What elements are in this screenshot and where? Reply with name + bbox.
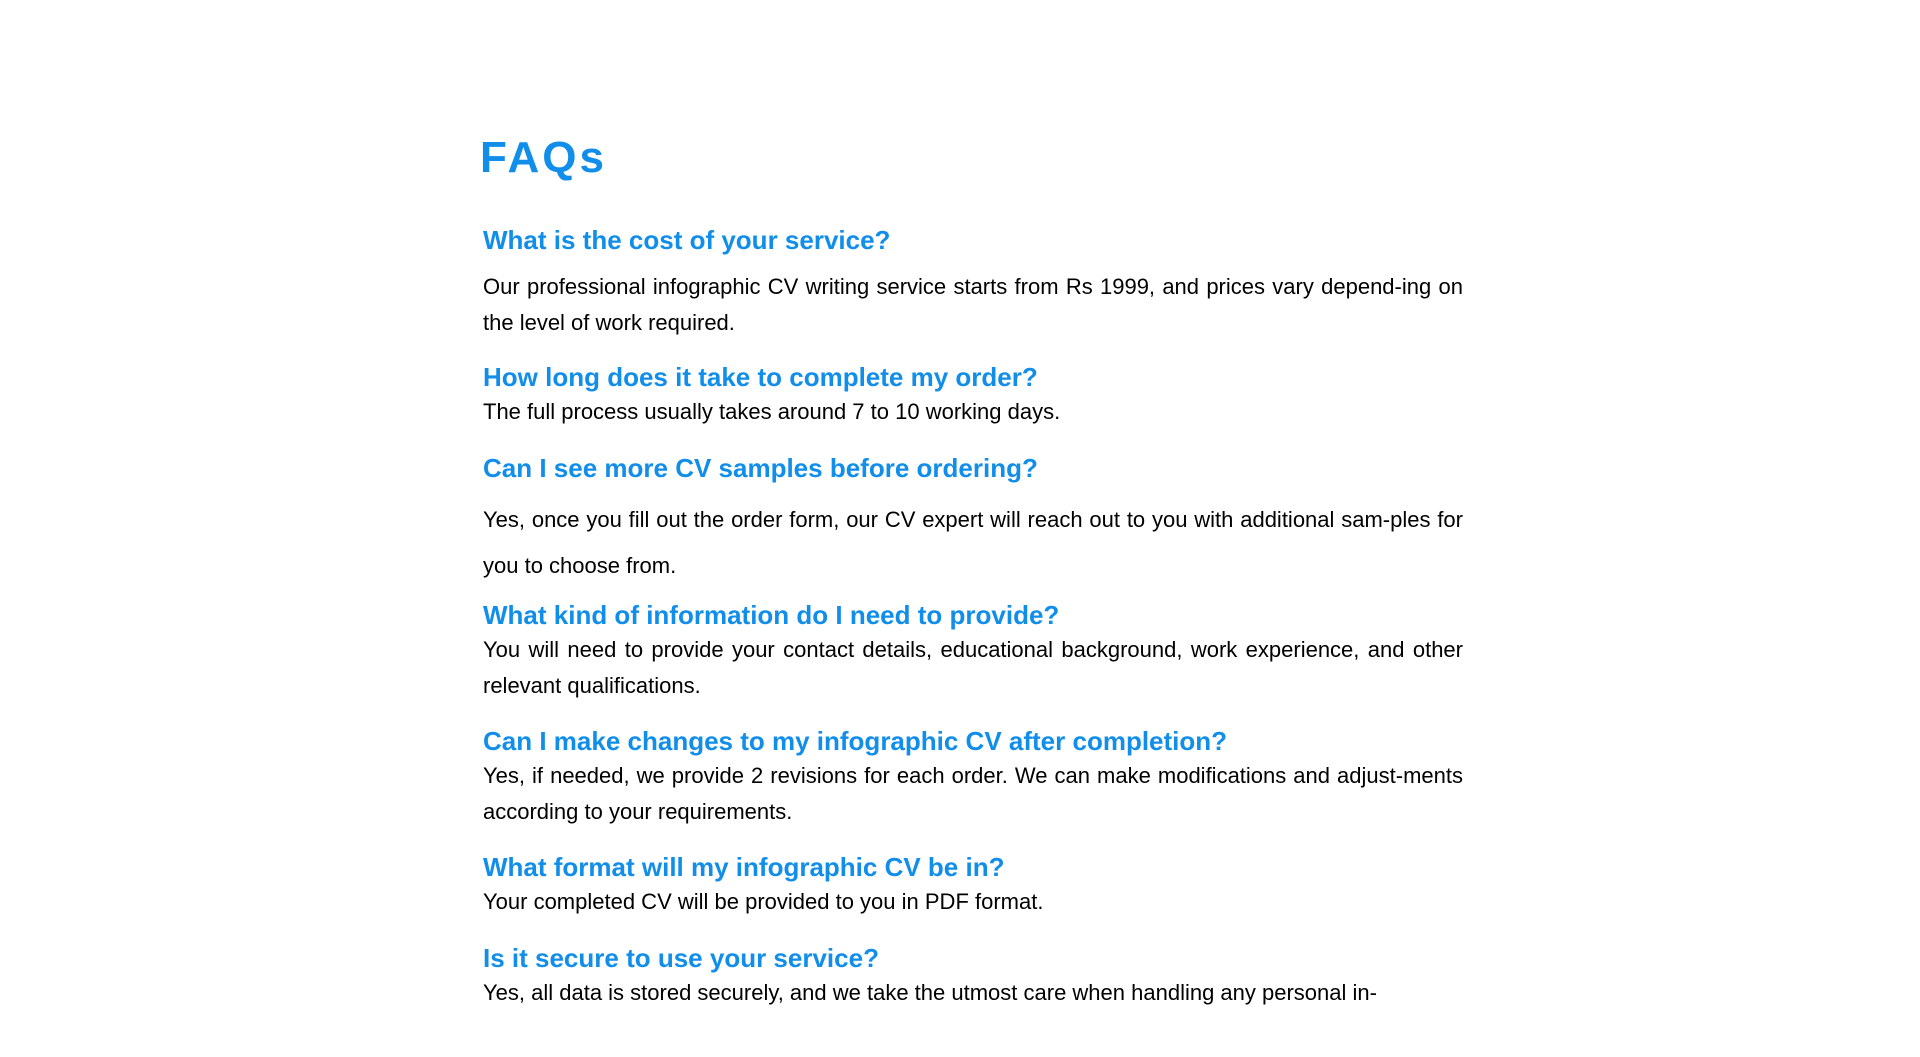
faq-item-cost [483,223,1463,341]
faq-item-changes [483,724,1463,830]
faq-item-security [483,941,1463,1011]
faq-item-format [483,850,1463,920]
faq-question: Can I see more CV samples before ordering? [483,453,1038,483]
faq-question: Can I make changes to my infographic CV after completion? [483,726,1228,756]
faq-item-information [483,598,1463,704]
faq-answer: Your completed CV will be provided to you in PDF format. [483,889,1044,914]
page-title: FAQs [480,133,607,182]
faq-question: What format will my infographic CV be in? [483,852,1005,882]
faq-answer: Yes, if needed, we provide 2 revisions for each order. We can make modifications and adjust-ments according to your requirements. [483,763,1463,824]
faq-answer: Yes, all data is stored securely, and we take the utmost care when handling any personal in- [483,980,1377,1005]
faq-question: How long does it take to complete my order? [483,362,1038,392]
faq-question: What kind of information do I need to provide? [483,600,1060,630]
faq-question: Is it secure to use your service? [483,943,879,973]
faq-question: What is the cost of your service? [483,225,891,255]
faq-answer: The full process usually takes around 7 to 10 working days. [483,399,1061,424]
faq-answer: Yes, once you fill out the order form, our CV expert will reach out to you with additional sam-ples for you to choose from. [483,507,1463,578]
faq-item-samples [483,451,1463,589]
faq-item-duration [483,360,1463,430]
faq-answer: You will need to provide your contact details, educational background, work experience, and other relevant qualifications. [483,637,1463,698]
faq-answer: Our professional infographic CV writing service starts from Rs 1999, and prices vary depend-ing on the level of work required. [483,274,1463,335]
